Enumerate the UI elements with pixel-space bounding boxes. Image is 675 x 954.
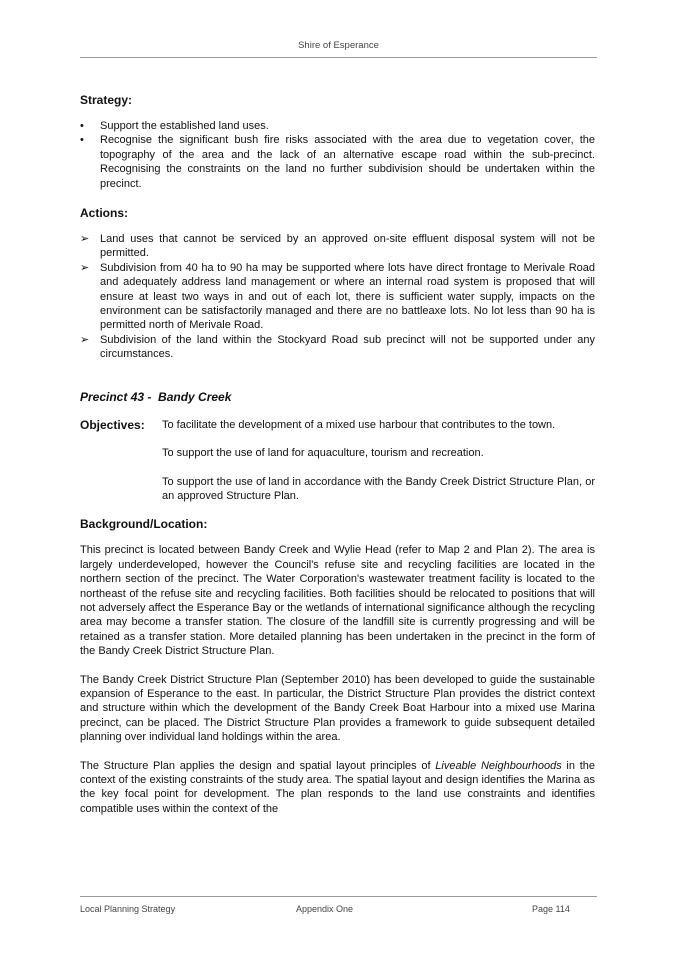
bullet-icon: • (80, 134, 84, 147)
page-content (80, 93, 595, 816)
strategy-list (80, 119, 595, 191)
list-item: • Recognise the significant bush fire risks associated with the area due to vegetation cover, the topography of the area and the lack of an alternative escape road within the sub-precinct. Recognising the constraints on the land no further subdivision should be undertaken within the precinct. (80, 134, 595, 190)
objective-item: To support the use of land in accordance with the Bandy Creek District Structure Plan, or an approved Structure Plan. (162, 475, 595, 502)
page-footer (80, 896, 597, 918)
background-heading: Background/Location: (80, 517, 208, 532)
objective-item: To support the use of land for aquaculture, tourism and recreation. (162, 447, 484, 460)
strategy-heading: Strategy: (80, 93, 133, 107)
footer-center: Appendix One (296, 904, 354, 914)
objectives-list (162, 418, 595, 504)
list-item: ➢ Subdivision of the land within the Stockyard Road sub precinct will not be supported under any circumstances. (80, 333, 595, 361)
objectives-block (80, 418, 595, 504)
bullet-icon: • (80, 120, 84, 132)
arrow-bullet-icon: ➢ (80, 233, 90, 246)
arrow-bullet-icon: ➢ (80, 261, 90, 274)
page-header (80, 40, 597, 58)
background-paragraph-2: The Bandy Creek District Structure Plan (September 2010) has been developed to guide the sustainable expansion of Esperance to the east. In particular, the District Structure Plan provides the district context and structure within which the development of the Bandy Creek Boat Harbour into a mixed use Marina precinct, can be placed. The District Structure Plan provides a framework to guide subsequent detailed planning over individual land holdings within the area. (80, 673, 595, 744)
page-number: Page 114 (532, 904, 570, 914)
actions-list (80, 232, 595, 362)
objectives-label: Objectives: (80, 417, 145, 432)
precinct-heading: Precinct 43 - Bandy Creek (80, 389, 232, 404)
arrow-bullet-icon: ➢ (80, 333, 90, 346)
list-item: ➢ Subdivision from 40 ha to 90 ha may be supported where lots have direct frontage to Merivale Road and adequately address land management or where an internal road system is proposed that will ensure at least two ways in and out of each lot, there is sufficient water supply, impacts on the environment can be satisfactorily managed and there are no battleaxe lots. No lot less than 90 ha is permitted north of Merivale Road. (80, 261, 595, 332)
background-paragraph-1: This precinct is located between Bandy Creek and Wylie Head (refer to Map 2 and Plan 2). The area is largely underdeveloped, however the Council's refuse site and recycling facilities are located in the northern section of the precinct. The Water Corporation's wastewater treatment facility is located to the northeast of the refuse site and recycling facilities. Both facilities should be relocated to positions that will not adversely affect the Esperance Bay or the wetlands of international significance although the recycling area may become a transfer station. The closure of the landfill site is currently progressing and will be retained as a transfer station. More detailed planning has been undertaken in the precinct in the form of the Bandy Creek District Structure Plan. (80, 544, 595, 658)
list-item: • Support the established land uses. (80, 120, 269, 132)
background-paragraph-3: The Structure Plan applies the design and spatial layout principles of Liveable Neighbourhoods in the context of the existing constraints of the study area. The spatial layout and design identifies the Marina as the key focal point for development. The plan responds to the land use constraints and identifies compatible uses within the context of the (80, 759, 596, 815)
list-item: ➢ Land uses that cannot be serviced by an approved on-site effluent disposal system will not be permitted. (80, 233, 595, 260)
actions-heading: Actions: (80, 206, 128, 221)
header-title: Shire of Esperance (298, 40, 379, 51)
footer-left: Local Planning Strategy (80, 904, 176, 914)
objective-item: To facilitate the development of a mixed use harbour that contributes to the town. (162, 418, 556, 431)
